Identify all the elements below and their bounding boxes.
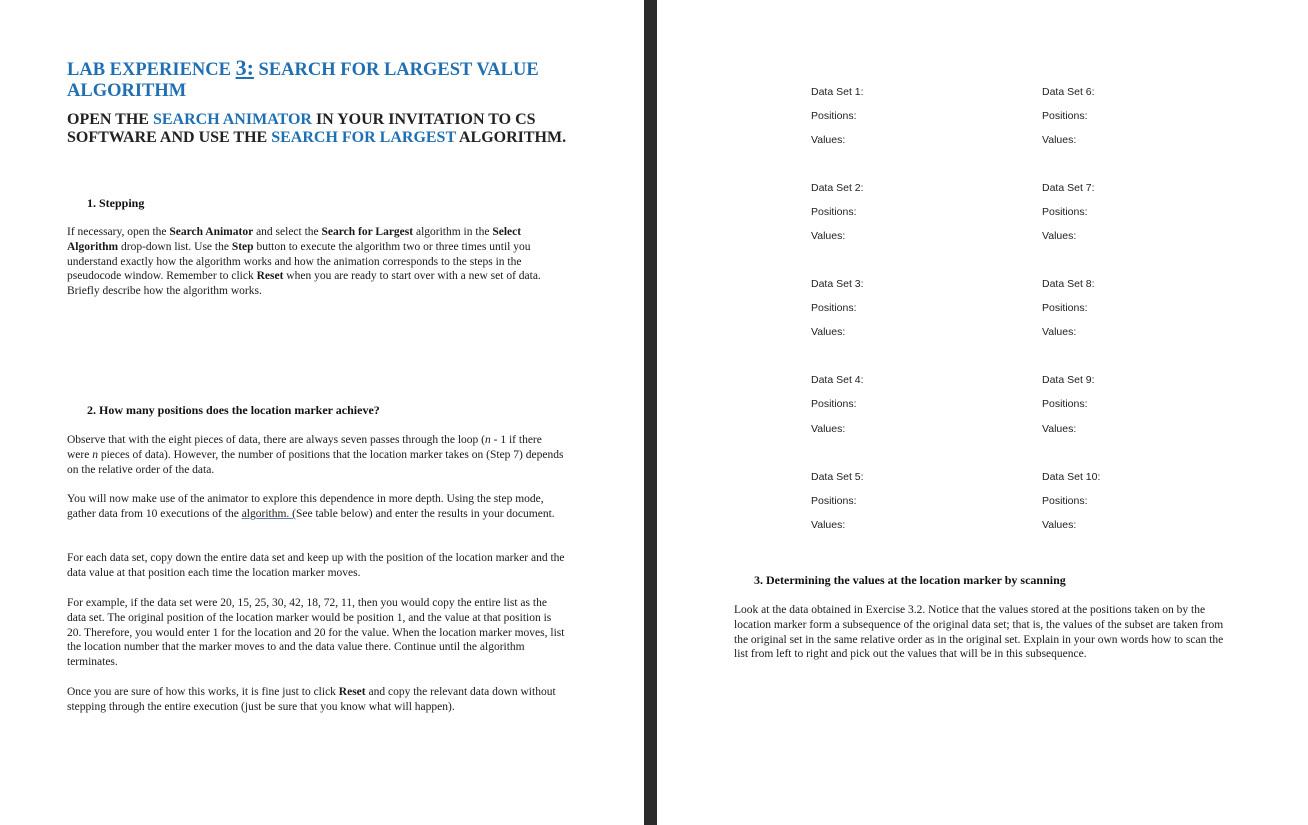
data-set-4-values: Values: (811, 423, 846, 435)
subtitle-search-animator: SEARCH ANIMATOR (152, 111, 312, 128)
lab-subtitle (67, 111, 577, 146)
data-set-5-label: Data Set 5: (811, 471, 864, 483)
section2-paragraph-5: Once you are sure of how this works, it is fine just to click Reset and copy the relevant data down without stepping through the entire execution (just be sure that you know what will happen). (67, 686, 556, 713)
section2-paragraph-3: For each data set, copy down the entire data set and keep up with the position of the location marker and the data value at that position each time the location marker moves. (67, 552, 565, 579)
document-page-right (657, 0, 1308, 825)
data-set-2-positions: Positions: (811, 206, 857, 218)
data-set-5-positions: Positions: (811, 495, 857, 507)
data-set-9-values: Values: (1042, 423, 1077, 435)
data-set-6-positions: Positions: (1042, 110, 1088, 122)
title-colon: : (246, 55, 254, 80)
data-set-6-label: Data Set 6: (1042, 86, 1095, 98)
data-set-1-label: Data Set 1: (811, 86, 864, 98)
data-set-1-positions: Positions: (811, 110, 857, 122)
section3-paragraph: Look at the data obtained in Exercise 3.2. Notice that the values stored at the positions taken on by the location marker form a subsequence of the original data set; that is, the values of the subset are taken from the original set in the same relative order as in the original set. Explain in your own words how to scan the list from left to right and pick out the values that will be in this subsequence. (734, 604, 1224, 661)
data-set-10-label: Data Set 10: (1042, 471, 1101, 483)
subtitle-part1: OPEN THE (67, 111, 149, 128)
data-set-7-values: Values: (1042, 230, 1077, 242)
page-gutter (644, 0, 657, 825)
data-set-9-label: Data Set 9: (1042, 374, 1095, 386)
section2-paragraph-2: You will now make use of the animator to explore this dependence in more depth. Using the step mode, gather data from 10 executions of the algorithm. (See table below) and enter the results in your document. (67, 493, 555, 520)
title-prefix: LAB EXPERIENCE (67, 60, 231, 80)
data-set-2-label: Data Set 2: (811, 182, 864, 194)
data-set-4-label: Data Set 4: (811, 374, 864, 386)
subtitle-search-for-largest: SEARCH FOR LARGEST (271, 128, 456, 146)
data-set-8-values: Values: (1042, 326, 1077, 338)
data-set-3-positions: Positions: (811, 302, 857, 314)
data-set-5-values: Values: (811, 519, 846, 531)
title-number: 3 (235, 55, 247, 80)
section1-paragraph: If necessary, open the Search Animator and select the Search for Largest algorithm in the Select Algorithm drop-down list. Use the Step button to execute the algorithm two or three times until you understand exactly how the algorithm works and how the animation corresponds to the steps in the pseudocode window. Remember to click Reset when you are ready to start over with a new set of data. Briefly describe how the algorithm works. (67, 226, 541, 298)
algorithm-link[interactable]: algorithm. ( (241, 507, 296, 520)
title-rest: SEARCH FOR LARGEST VALUE ALGORITHM (67, 60, 539, 101)
data-set-6-values: Values: (1042, 134, 1077, 146)
data-set-3-values: Values: (811, 326, 846, 338)
data-set-3-label: Data Set 3: (811, 278, 864, 290)
section2-paragraph-1: Observe that with the eight pieces of data, there are always seven passes through the loop (n - 1 if there were n pieces of data). However, the number of positions that the location marker takes on (Step 7) depends on the relative order of the data. (67, 434, 564, 476)
subtitle-part5: ALGORITHM. (458, 128, 567, 146)
data-set-2-values: Values: (811, 230, 846, 242)
data-set-8-label: Data Set 8: (1042, 278, 1095, 290)
data-set-10-positions: Positions: (1042, 495, 1088, 507)
document-page-left (0, 0, 644, 825)
section2-heading: 2. How many positions does the location marker achieve? (87, 403, 380, 417)
data-set-4-positions: Positions: (811, 398, 857, 410)
data-set-8-positions: Positions: (1042, 302, 1088, 314)
section1-heading: 1. Stepping (87, 196, 145, 210)
section3-heading: 3. Determining the values at the location marker by scanning (754, 573, 1066, 587)
data-set-10-values: Values: (1042, 519, 1077, 531)
data-set-7-positions: Positions: (1042, 206, 1088, 218)
data-set-1-values: Values: (811, 134, 846, 146)
data-set-9-positions: Positions: (1042, 398, 1088, 410)
subtitle-part3: IN YOUR INVITATION TO CS SOFTWARE AND USE THE (67, 111, 536, 146)
data-set-7-label: Data Set 7: (1042, 182, 1095, 194)
lab-title (67, 57, 567, 102)
section2-paragraph-4: For example, if the data set were 20, 15, 25, 30, 42, 18, 72, 11, then you would copy the entire list as the data set. The original position of the location marker would be position 1, and the value at that position is 20. Therefore, you would enter 1 for the location and 20 for the value. When the location marker moves, list the location number that the marker moves to and the data value there. Continue until the algorithm terminates. (67, 597, 565, 669)
